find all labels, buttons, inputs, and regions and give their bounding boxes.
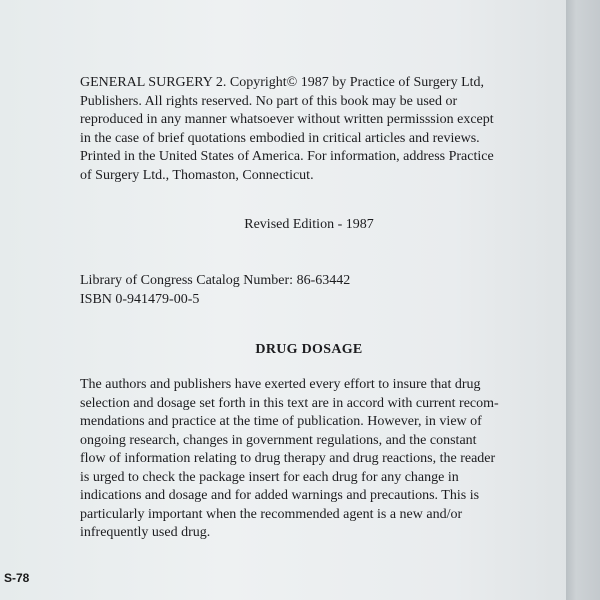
dosage-line: selection and dosage set forth in this text are in accord with current recom- [80,395,499,411]
copyright-line: GENERAL SURGERY 2. Copyright© 1987 by Practice of Surgery Ltd, [80,75,485,90]
copyright-line: reproduced in any manner whatsoever without written permisssion except [80,112,494,127]
dosage-line: mendations and practice at the time of publication. However, in view of [80,414,482,429]
copyright-line: in the case of brief quotations embodied in critical articles and reviews. [80,130,480,146]
catalog-info [80,272,538,309]
copyright-notice [80,74,538,185]
page-edge [566,0,600,600]
copyright-line: Printed in the United States of America. For information, address Practice [80,149,494,164]
copyright-line: Publishers. All rights reserved. No part of this book may be used or [80,93,458,109]
drug-dosage-paragraph [80,376,542,543]
edition-statement: Revised Edition - 1987 [244,217,374,232]
copyright-line: of Surgery Ltd., Thomaston, Connecticut. [80,167,314,183]
dosage-line: The authors and publishers have exerted every effort to insure that drug [80,377,481,392]
dosage-line: is urged to check the package insert for each drug for any change in [80,469,459,485]
dosage-line: particularly important when the recommended agent is a new and/or [80,506,463,522]
dosage-line: flow of information relating to drug therapy and drug reactions, the reader [80,451,496,466]
dosage-line: infrequently used drug. [80,525,211,540]
dosage-line: ongoing research, changes in government regulations, and the constant [80,432,477,448]
isbn-number: ISBN 0-941479-00-5 [80,291,200,307]
page-folio: S-78 [4,571,30,585]
dosage-line: indications and dosage and for added warnings and precautions. This is [80,488,480,503]
lccn-number: Library of Congress Catalog Number: 86-63442 [80,273,351,288]
drug-dosage-heading: DRUG DOSAGE [255,342,363,357]
